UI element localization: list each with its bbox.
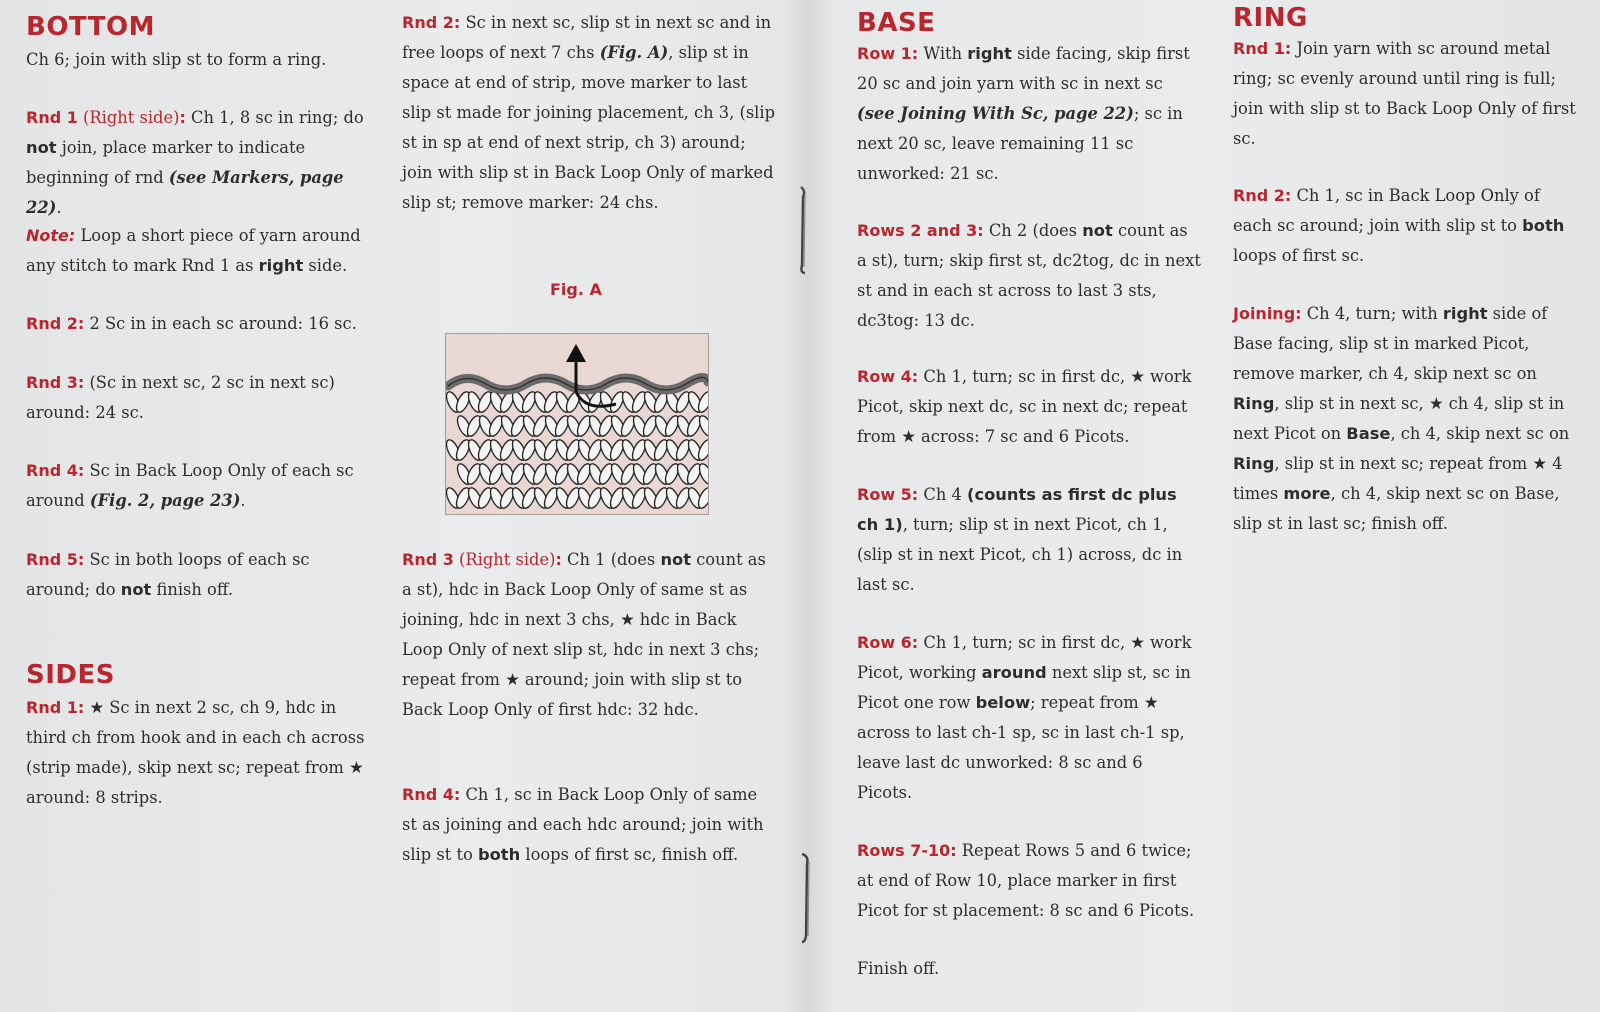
bottom-intro: Ch 6; join with slip st to form a ring. bbox=[26, 50, 327, 69]
bottom-rnd2: Rnd 2: 2 Sc in in each sc around: 16 sc. bbox=[26, 314, 357, 333]
base-rows-2-3: Rows 2 and 3: Ch 2 (does not count as a st), turn; skip first st, dc2tog, dc in next st and in each st across to last 3 sts, dc3tog: 13 dc. bbox=[857, 221, 1201, 330]
figure-a-stitch-illustration bbox=[445, 333, 709, 515]
heading-base: BASE bbox=[857, 8, 936, 38]
heading-ring: RING bbox=[1233, 3, 1308, 33]
ring-rnd1: Rnd 1: Join yarn with sc around metal ring; sc evenly around until ring is full; join with slip st to Back Loop Only of first sc. bbox=[1233, 39, 1576, 148]
base-row1: Row 1: With right side facing, skip first 20 sc and join yarn with sc in next sc (see Joining With Sc, page 22); sc in next 20 sc, leave remaining 11 sc unworked: 21 sc. bbox=[857, 44, 1190, 183]
heading-sides: SIDES bbox=[26, 660, 115, 690]
sides-rnd2: Rnd 2: Sc in next sc, slip st in next sc and in free loops of next 7 chs (Fig. A), slip st in space at end of strip, move marker to last slip st made for joining placement, ch 3, (slip st in sp at end of next strip, ch 3) around; join with slip st in Back Loop Only of marked slip st; remove marker: 24 chs. bbox=[402, 13, 776, 212]
bottom-rnd1: Rnd 1 (Right side): Ch 1, 8 sc in ring; do not join, place marker to indicate beginning of rnd (see Markers, page 22). bbox=[26, 108, 364, 217]
stitch-diagram bbox=[446, 334, 708, 514]
base-rows-7-10: Rows 7-10: Repeat Rows 5 and 6 twice; at end of Row 10, place marker in first Picot for st placement: 8 sc and 6 Picots. bbox=[857, 841, 1195, 920]
staple-bottom-icon bbox=[799, 850, 813, 945]
base-finish: Finish off. bbox=[857, 959, 940, 978]
bottom-rnd3: Rnd 3: (Sc in next sc, 2 sc in next sc) around: 24 sc. bbox=[26, 373, 335, 422]
bottom-rnd5: Rnd 5: Sc in both loops of each sc around; do not finish off. bbox=[26, 550, 310, 599]
sides-rnd1: Rnd 1: ★ Sc in next 2 sc, ch 9, hdc in third ch from hook and in each ch across (strip made), skip next sc; repeat from ★ around: 8 strips. bbox=[26, 698, 365, 807]
ring-joining: Joining: Ch 4, turn; with right side of Base facing, slip st in marked Picot, remove marker, ch 4, skip next sc on Ring, slip st in next sc, ★ ch 4, slip st in next Picot on Base, ch 4, skip next sc on Ring, slip st in next sc; repeat from ★ 4 times more, ch 4, skip next sc on Base, slip st in last sc; finish off. bbox=[1233, 304, 1570, 533]
sides-rnd4: Rnd 4: Ch 1, sc in Back Loop Only of same st as joining and each hdc around; join with slip st to both loops of first sc, finish off. bbox=[402, 785, 764, 864]
heading-bottom: BOTTOM bbox=[26, 12, 155, 42]
base-row4: Row 4: Ch 1, turn; sc in first dc, ★ work Picot, skip next dc, sc in next dc; repeat from ★ across: 7 sc and 6 Picots. bbox=[857, 367, 1192, 446]
base-row6: Row 6: Ch 1, turn; sc in first dc, ★ work Picot, working around next slip st, sc in Picot one row below; repeat from ★ across to last ch-1 sp, sc in last ch-1 sp, leave last dc unworked: 8 sc and 6 Picots. bbox=[857, 633, 1192, 802]
staple-top-icon bbox=[796, 185, 810, 275]
bottom-rnd4: Rnd 4: Sc in Back Loop Only of each sc around (Fig. 2, page 23). bbox=[26, 461, 354, 510]
bottom-note: Note: Loop a short piece of yarn around any stitch to mark Rnd 1 as right side. bbox=[26, 226, 361, 275]
figure-a-label: Fig. A bbox=[550, 280, 602, 299]
ring-rnd2: Rnd 2: Ch 1, sc in Back Loop Only of each sc around; join with slip st to both loops of first sc. bbox=[1233, 186, 1565, 265]
sides-rnd3: Rnd 3 (Right side): Ch 1 (does not count as a st), hdc in Back Loop Only of same st as joining, hdc in next 3 chs, ★ hdc in Back Loop Only of next slip st, hdc in next 3 chs; repeat from ★ around; join with slip st to Back Loop Only of first hdc: 32 hdc. bbox=[402, 550, 766, 719]
base-row5: Row 5: Ch 4 (counts as first dc plus ch 1), turn; slip st in next Picot, ch 1, (slip st in next Picot, ch 1) across, dc in last sc. bbox=[857, 485, 1183, 594]
